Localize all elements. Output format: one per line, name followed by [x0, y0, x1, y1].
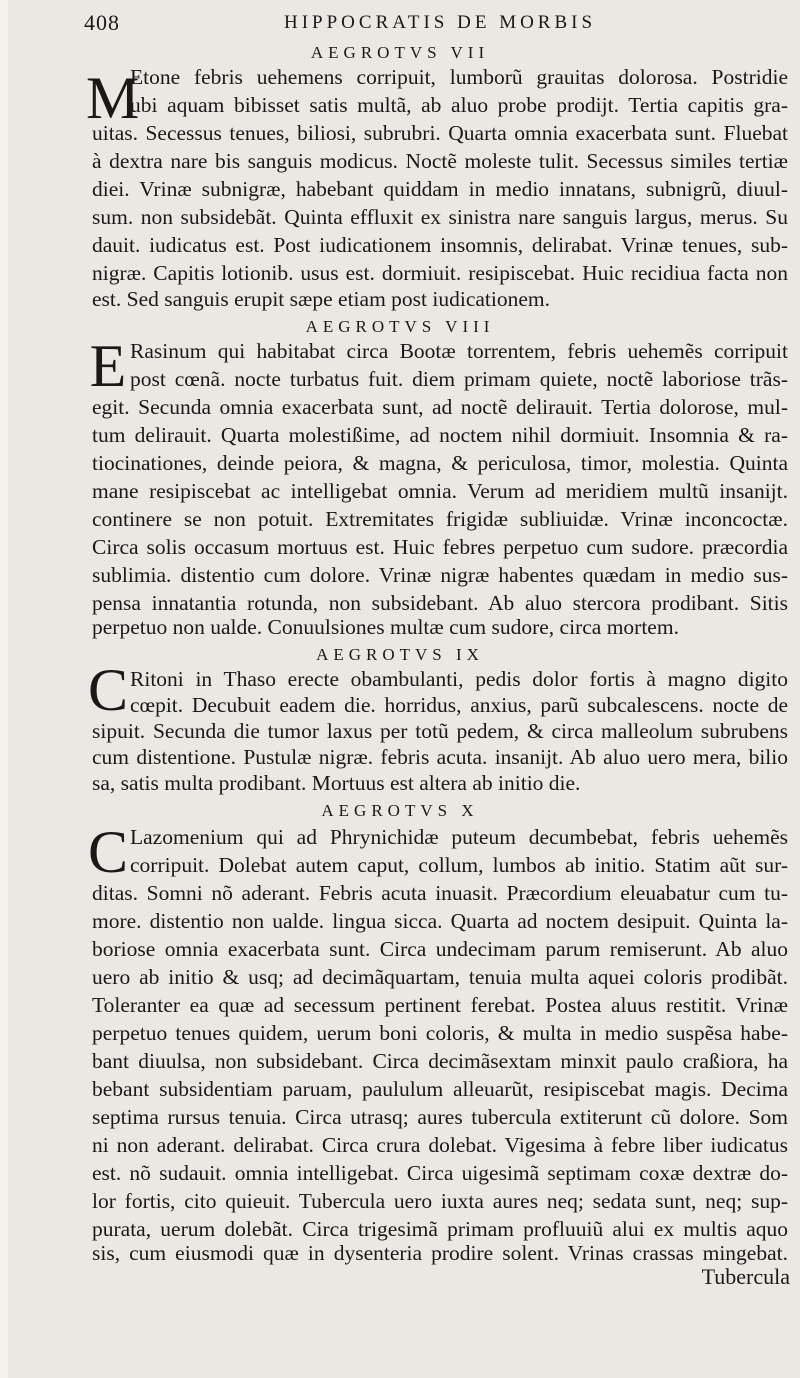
text-line: sipuit. Secunda die tumor laxus per totũ pedem, & circa malleolum subrubens: [92, 719, 788, 743]
text-line: Circa solis occasum mortuus est. Huic febres perpetuo cum sudore. præcordia: [92, 535, 788, 559]
section-heading-ix: AEGROTVS IX: [316, 645, 484, 664]
text-line: egit. Secunda omnia exacerbata sunt, ad noctẽ delirauit. Tertia dolorose, mul-: [92, 395, 788, 419]
text-line: septima rursus tenuia. Circa utrasq; aures tubercula extiterunt cũ dolore. Som: [92, 1105, 788, 1129]
drop-initial-m: M: [86, 65, 140, 131]
page-number: 408: [84, 10, 120, 35]
page-header: [84, 10, 786, 38]
text-line: lor fortis, cito quieuit. Tubercula uero iuxta aures neq; sedata sunt, neq; sup-: [92, 1189, 788, 1213]
text-line: Ritoni in Thaso erecte obambulanti, pedis dolor fortis à magno digito: [130, 667, 788, 691]
text-line: dauit. iudicatus est. Post iudicationem insomnis, delirabat. Vrinæ tenues, sub-: [92, 233, 788, 257]
text-line: pensa innatantia rotunda, non subsidebant. Ab aluo stercora prodibant. Sitis: [92, 591, 788, 615]
text-line: bebant subsidentiam paruam, paululum alleuarũt, resipiscebat magis. Decima: [92, 1077, 788, 1101]
text-line: perpetuo tenues quidem, uerum boni coloris, & multa in medio suspẽsa habe-: [92, 1021, 788, 1045]
text-line: continere se non potuit. Extremitates frigidæ subliuidæ. Vrinæ inconcoctæ.: [92, 507, 788, 531]
text-line: est. nõ sudauit. omnia intelligebat. Circa uigesimã septimam coxæ dextræ do-: [92, 1161, 788, 1185]
text-line: est. Sed sanguis erupit sæpe etiam post iudicationem.: [92, 287, 550, 311]
text-line: uitas. Secessus tenues, biliosi, subrubri. Quarta omnia exacerbata sunt. Fluebat: [92, 121, 788, 145]
section-heading-viii: AEGROTVS VIII: [305, 317, 495, 336]
text-line: sublimia. distentio cum dolore. Vrinæ nigræ habentes quædam in medio sus-: [92, 563, 788, 587]
text-line: tiocinationes, deinde peiora, & magna, & periculosa, timor, molestia. Quinta: [92, 451, 788, 475]
running-head: HIPPOCRATIS DE MORBIS: [284, 12, 597, 33]
text-line: tum delirauit. Quarta molestißime, ad noctem nihil dormiuit. Insomnia & ra-: [92, 423, 788, 447]
text-line: Toleranter ea quæ ad secessum pertinent ferebat. Postea aluus restitit. Vrinæ: [92, 993, 788, 1017]
text-line: ubi aquam bibisset satis multã, ab aluo probe prodijt. Tertia capitis gra-: [130, 93, 788, 117]
text-line: post cœnã. nocte turbatus fuit. diem primam quiete, noctẽ laboriose trãs-: [130, 367, 788, 391]
text-line: perpetuo non ualde. Conuulsiones multæ cum sudore, circa mortem.: [92, 615, 679, 639]
text-line: corripuit. Dolebat autem caput, collum, lumbos ab initio. Statim aũt sur-: [130, 853, 788, 877]
page-left-edge: [0, 0, 8, 1378]
text-line: nigræ. Capitis lotionib. usus est. dormiuit. resipiscebat. Huic recidiua facta non: [92, 261, 788, 285]
text-line: purata, uerum dolebãt. Circa trigesimã primam profluuiũ alui ex multis aquo: [92, 1217, 788, 1241]
section-heading-x: AEGROTVS X: [321, 801, 479, 820]
text-line: à dextra nare bis sanguis modicus. Noctẽ moleste tulit. Secessus similes tertiæ: [92, 149, 788, 173]
text-line: bant diuulsa, non subsidebant. Circa decimãsextam minxit paulo craßiora, ha: [92, 1049, 788, 1073]
text-line: Etone febris uehemens corripuit, lumborũ grauitas dolorosa. Postridie: [130, 65, 788, 89]
text-line: diei. Vrinæ subnigræ, habebant quiddam in medio innatans, subnigrũ, diuul-: [92, 177, 788, 201]
drop-initial-e: E: [89, 333, 127, 399]
text-line: boriose omnia exacerbata sunt. Circa undecimam parum remiserunt. Ab aluo: [92, 937, 788, 961]
text-line: mane resipiscebat ac intelligebat omnia. Verum ad meridiem multũ insanijt.: [92, 479, 788, 503]
section-heading-vii: AEGROTVS VII: [310, 43, 490, 62]
text-line: uero ab initio & usq; ad decimãquartam, tenuia multa aquei coloris prodibãt.: [92, 965, 788, 989]
text-line: sum. non subsidebãt. Quinta effluxit ex sinistra nare sanguis largus, merus. Su: [92, 205, 788, 229]
text-line: ditas. Somni nõ aderant. Febris acuta inuasit. Præcordium eleuabatur cum tu-: [92, 881, 788, 905]
text-line: ni non aderant. delirabat. Circa crura dolebat. Vigesima à febre liber iudicatus: [92, 1133, 788, 1157]
text-line: cœpit. Decubuit eadem die. horridus, anxius, parũ subcalescens. nocte de: [130, 693, 788, 717]
text-line: Rasinum qui habitabat circa Bootæ torrentem, febris uehemẽs corripuit: [130, 339, 788, 363]
text-line: Lazomenium qui ad Phrynichidæ puteum decumbebat, febris uehemẽs: [130, 825, 788, 849]
text-line: sis, cum eiusmodi quæ in dysenteria prodire solent. Vrinas crassas mingebat.: [92, 1241, 788, 1265]
catchword: Tubercula: [701, 1264, 790, 1289]
drop-initial-c: C: [87, 819, 129, 885]
text-line: sa, satis multa prodibant. Mortuus est altera ab initio die.: [92, 771, 581, 795]
text-line: more. distentio non ualde. lingua sicca. Quarta ad noctem desipuit. Quinta la-: [92, 909, 788, 933]
drop-initial-c: C: [87, 657, 129, 723]
text-line: cum distentione. Pustulæ nigræ. febris acuta. insanijt. Ab aluo uero mera, bilio: [92, 745, 788, 769]
